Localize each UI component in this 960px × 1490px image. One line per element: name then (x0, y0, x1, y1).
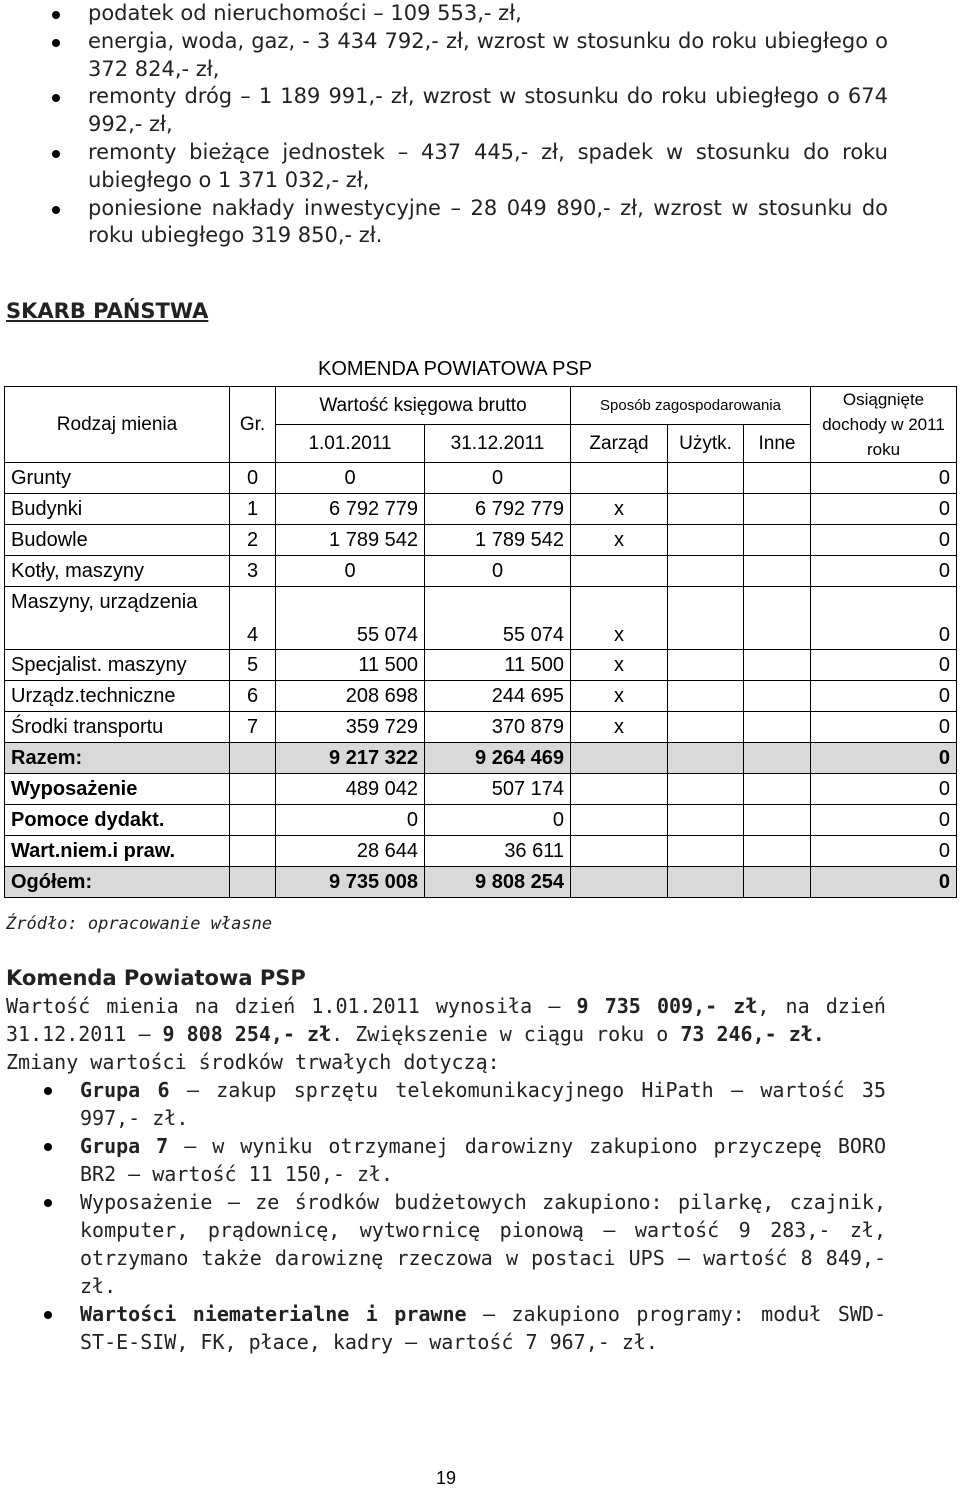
row-value-end: 244 695 (425, 681, 571, 712)
row-value-end: 11 500 (425, 650, 571, 681)
table-title: KOMENDA POWIATOWA PSP (318, 358, 593, 380)
row-dochody: 0 (811, 743, 957, 774)
row-value-start: 9 217 322 (276, 743, 425, 774)
row-value-end: 0 (425, 556, 571, 587)
section-title: SKARB PAŃSTWA (6, 299, 209, 323)
row-dochody: 0 (811, 774, 957, 805)
row-label: Maszyny, urządzenia (5, 587, 230, 650)
row-uzytk (668, 556, 744, 587)
row-value-end: 507 174 (425, 774, 571, 805)
table-row (5, 836, 957, 867)
row-gr (230, 805, 276, 836)
row-value-end: 9 264 469 (425, 743, 571, 774)
row-uzytk (668, 774, 744, 805)
row-value-start: 0 (276, 556, 425, 587)
row-value-end: 55 074 (425, 587, 571, 650)
text-run: , na dzień 31.12.2011 – (6, 994, 886, 1046)
row-gr: 6 (230, 681, 276, 712)
row-gr: 2 (230, 525, 276, 556)
table-row-subtotal (5, 743, 957, 774)
row-dochody: 0 (811, 463, 957, 494)
row-label: Wyposażenie (5, 774, 230, 805)
row-inne (744, 836, 811, 867)
list-item (6, 1076, 886, 1132)
row-zarzad (571, 836, 668, 867)
text-run: . Zwiększenie w ciągu roku o (331, 1022, 681, 1046)
summary-paragraph (6, 992, 886, 1048)
top-bullet-list (0, 0, 960, 250)
bullet-icon (44, 1311, 52, 1319)
bullet-icon (44, 1087, 52, 1095)
row-uzytk (668, 743, 744, 774)
list-item-text: remonty bieżące jednostek – 437 445,- zł, spadek w stosunku do roku ubiegłego o 1 371 032,- zł, (88, 139, 888, 192)
row-inne (744, 774, 811, 805)
bullet-icon (52, 206, 60, 214)
table-row (5, 556, 957, 587)
row-inne (744, 525, 811, 556)
row-dochody: 0 (811, 867, 957, 898)
row-value-start: 1 789 542 (276, 525, 425, 556)
row-value-start: 0 (276, 805, 425, 836)
row-label: Urządz.techniczne (5, 681, 230, 712)
list-item-text: Wyposażenie – ze środków budżetowych zakupiono: pilarkę, czajnik, komputer, prądownicę, wytwornicę pionową – wartość 9 283,- zł, otrzymano także darowiznę rzeczowa w postaci UPS – wartość 8 849,- zł. (80, 1190, 886, 1298)
text-run: Wartość mienia na dzień 1.01.2011 wynosiła – (6, 994, 577, 1018)
header-date-end: 31.12.2011 (425, 425, 571, 463)
list-item-bold: Grupa 7 (80, 1134, 169, 1158)
row-dochody: 0 (811, 650, 957, 681)
source-note: Źródło: opracowanie własne (6, 914, 273, 934)
row-dochody: 0 (811, 836, 957, 867)
row-zarzad (571, 743, 668, 774)
row-inne (744, 867, 811, 898)
header-dochody: Osiągnięte dochody w 2011 roku (811, 387, 957, 463)
row-zarzad (571, 805, 668, 836)
row-label: Specjalist. maszyny (5, 650, 230, 681)
row-uzytk (668, 712, 744, 743)
header-gr: Gr. (230, 387, 276, 463)
row-gr: 7 (230, 712, 276, 743)
row-value-start: 359 729 (276, 712, 425, 743)
value-end: 9 808 254,- zł (162, 1022, 332, 1046)
row-dochody: 0 (811, 805, 957, 836)
list-item (0, 195, 960, 251)
subsection-heading: Komenda Powiatowa PSP (6, 966, 306, 990)
row-value-end: 9 808 254 (425, 867, 571, 898)
row-zarzad (571, 774, 668, 805)
header-uzytk: Użytk. (668, 425, 744, 463)
list-item-text: poniesione nakłady inwestycyjne – 28 049 890,- zł, wzrost w stosunku do roku ubiegłego 319 850,- zł. (88, 195, 888, 248)
row-inne (744, 681, 811, 712)
table-row (5, 774, 957, 805)
row-zarzad (571, 867, 668, 898)
row-gr: 0 (230, 463, 276, 494)
list-item (6, 1188, 886, 1300)
table-row (5, 650, 957, 681)
list-item-text: podatek od nieruchomości – 109 553,- zł, (88, 1, 522, 25)
row-label: Razem: (5, 743, 230, 774)
row-value-start: 208 698 (276, 681, 425, 712)
row-value-end: 0 (425, 805, 571, 836)
table-row (5, 681, 957, 712)
row-label: Grunty (5, 463, 230, 494)
row-gr: 3 (230, 556, 276, 587)
row-value-end: 370 879 (425, 712, 571, 743)
header-zarzad: Zarząd (571, 425, 668, 463)
row-value-start: 28 644 (276, 836, 425, 867)
row-inne (744, 463, 811, 494)
row-gr: 1 (230, 494, 276, 525)
header-inne: Inne (744, 425, 811, 463)
table-row-total (5, 867, 957, 898)
row-dochody: 0 (811, 494, 957, 525)
row-inne (744, 587, 811, 650)
list-item (6, 1132, 886, 1188)
row-value-end: 0 (425, 463, 571, 494)
row-uzytk (668, 836, 744, 867)
list-item-text: – zakup sprzętu telekomunikacyjnego HiPath – wartość 35 997,- zł. (80, 1078, 886, 1130)
table-row (5, 494, 957, 525)
row-dochody: 0 (811, 556, 957, 587)
list-item (0, 28, 960, 84)
row-zarzad: x (571, 587, 668, 650)
row-inne (744, 743, 811, 774)
row-gr (230, 774, 276, 805)
row-value-start: 0 (276, 463, 425, 494)
row-value-start: 6 792 779 (276, 494, 425, 525)
row-uzytk (668, 494, 744, 525)
assets-table (4, 386, 957, 898)
row-label: Budowle (5, 525, 230, 556)
row-label: Wart.niem.i praw. (5, 836, 230, 867)
row-zarzad: x (571, 681, 668, 712)
header-rodzaj: Rodzaj mienia (5, 387, 230, 463)
table-row (5, 587, 957, 650)
list-item-text: – w wyniku otrzymanej darowizny zakupiono przyczepę BORO BR2 – wartość 11 150,- zł. (80, 1134, 886, 1186)
body-text (6, 964, 886, 1356)
row-dochody: 0 (811, 712, 957, 743)
row-gr: 5 (230, 650, 276, 681)
bullet-icon (52, 150, 60, 158)
list-item-bold: Wartości niematerialne i prawne (80, 1302, 467, 1326)
row-zarzad: x (571, 712, 668, 743)
bullet-icon (52, 39, 60, 47)
header-wartosc: Wartość księgowa brutto (276, 387, 571, 425)
row-label: Pomoce dydakt. (5, 805, 230, 836)
table-row (5, 805, 957, 836)
bullet-icon (52, 94, 60, 102)
row-label: Środki transportu (5, 712, 230, 743)
header-sposob: Sposób zagospodarowania (571, 387, 811, 425)
row-zarzad: x (571, 650, 668, 681)
row-gr (230, 836, 276, 867)
changes-intro: Zmiany wartości środków trwałych dotyczą: (6, 1050, 500, 1074)
row-value-start: 9 735 008 (276, 867, 425, 898)
row-uzytk (668, 587, 744, 650)
row-uzytk (668, 650, 744, 681)
page-number: 19 (436, 1468, 457, 1488)
row-value-start: 489 042 (276, 774, 425, 805)
list-item (6, 1300, 886, 1356)
bullet-icon (52, 11, 60, 19)
changes-list (6, 1076, 886, 1356)
row-inne (744, 650, 811, 681)
row-zarzad: x (571, 525, 668, 556)
list-item (0, 139, 960, 195)
row-uzytk (668, 681, 744, 712)
row-inne (744, 556, 811, 587)
row-label: Budynki (5, 494, 230, 525)
list-item (0, 0, 960, 28)
row-gr (230, 743, 276, 774)
row-dochody: 0 (811, 681, 957, 712)
list-item-text: – zakupiono programy: moduł SWD-ST-E-SIW, FK, płace, kadry – wartość 7 967,- zł. (80, 1302, 886, 1354)
row-zarzad (571, 556, 668, 587)
table-row (5, 525, 957, 556)
list-item-text: energia, woda, gaz, - 3 434 792,- zł, wzrost w stosunku do roku ubiegłego o 372 824,- zł, (88, 28, 888, 81)
row-value-start: 55 074 (276, 587, 425, 650)
row-value-end: 36 611 (425, 836, 571, 867)
row-uzytk (668, 525, 744, 556)
row-value-end: 1 789 542 (425, 525, 571, 556)
list-item-bold: Grupa 6 (80, 1078, 170, 1102)
value-start: 9 735 009,- zł (576, 994, 758, 1018)
row-gr (230, 867, 276, 898)
row-dochody: 0 (811, 525, 957, 556)
table-row (5, 712, 957, 743)
row-value-start: 11 500 (276, 650, 425, 681)
row-uzytk (668, 463, 744, 494)
row-dochody: 0 (811, 587, 957, 650)
header-date-start: 1.01.2011 (276, 425, 425, 463)
row-zarzad: x (571, 494, 668, 525)
value-increase: 73 246,- zł. (680, 1022, 825, 1046)
row-inne (744, 805, 811, 836)
row-inne (744, 712, 811, 743)
row-uzytk (668, 805, 744, 836)
table-row (5, 463, 957, 494)
list-item-text: remonty dróg – 1 189 991,- zł, wzrost w stosunku do roku ubiegłego o 674 992,- zł, (88, 84, 888, 137)
row-inne (744, 494, 811, 525)
bullet-icon (44, 1199, 52, 1207)
row-gr: 4 (230, 587, 276, 650)
bullet-icon (44, 1143, 52, 1151)
row-zarzad (571, 463, 668, 494)
row-uzytk (668, 867, 744, 898)
row-label: Kotły, maszyny (5, 556, 230, 587)
row-value-end: 6 792 779 (425, 494, 571, 525)
row-label: Ogółem: (5, 867, 230, 898)
list-item (0, 83, 960, 139)
